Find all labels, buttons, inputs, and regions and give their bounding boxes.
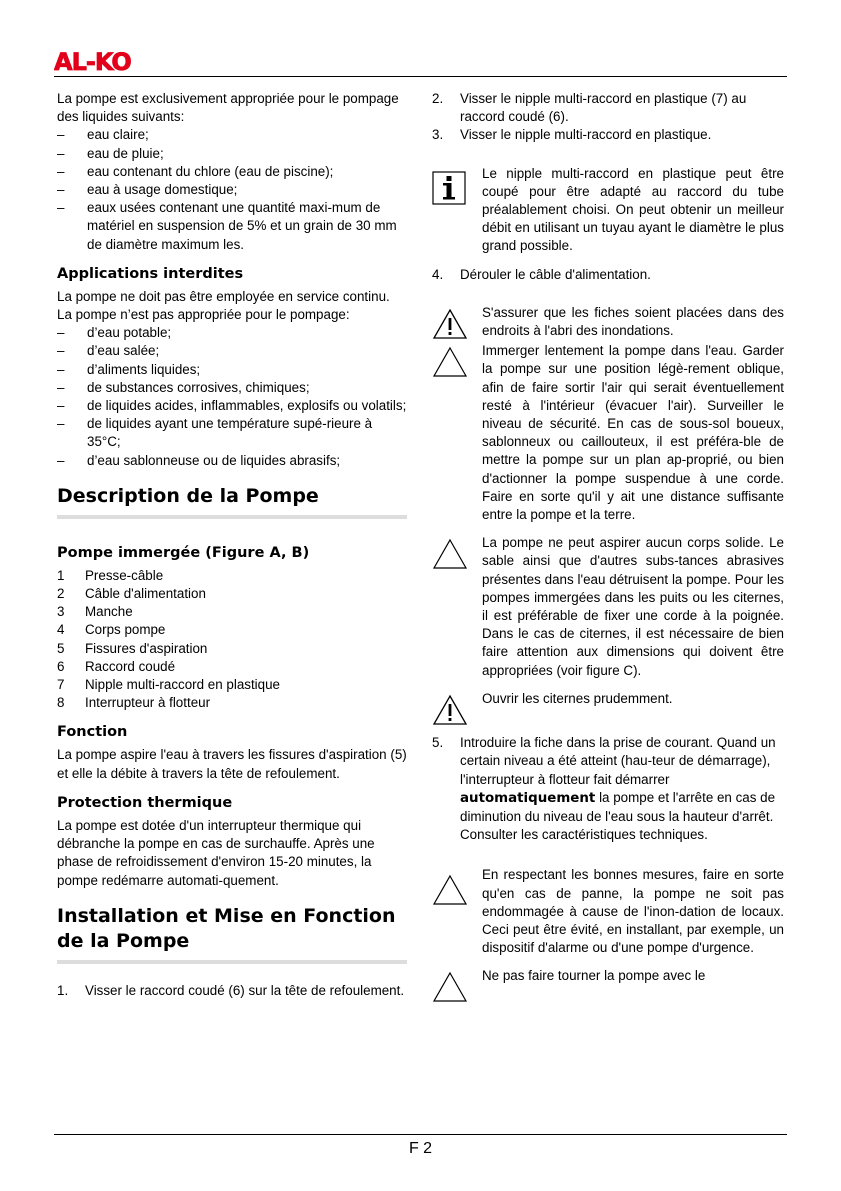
caution-note: Immerger lentement la pompe dans l'eau. Garder la pompe sur une position légè-rement oblique, afin de faire sortir l'air qui serait éventuellement resté à l'intérieur (évacuer l'air). Surveiller le niveau de sécurité. En cas de sous-sol boueux, sablonneux ou caillouteux, il est préféra-ble de mettre la pompe sur un plan ap-proprié, ou bien d'actionner la pompe suspendue à une corde. Faire en sorte qu'il y ait une distance suffisante entre la pompe et la terre. (432, 342, 784, 524)
list-item: – d’aliments liquides; (57, 361, 407, 379)
list-item: 4 Corps pompe (57, 622, 166, 638)
caution-note: La pompe ne peut aspirer aucun corps solide. Le sable ainsi que d'autres subs-tances abrasives présentes dans l'eau détruisent la pompe. Pour les pompes immergées dans les puits ou les citernes, il est préférable de fixer une corde à la poignée. Dans le cas de citernes, il est nécessaire de bien faire attention aux dimensions qui doivent être appropriées (voir figure C). (432, 534, 784, 680)
intro-text: La pompe est exclusivement appropriée pour le pompage des liquides suivants: (57, 91, 399, 125)
forbidden-heading: Applications interdites (57, 265, 244, 282)
list-item: 3 Manche (57, 604, 133, 620)
list-item: – de substances corrosives, chimiques; (57, 379, 407, 397)
warning-icon (432, 694, 468, 726)
warning-note: Ouvrir les citernes prudemment. (432, 690, 784, 708)
list-item: – d’eau sablonneuse ou de liquides abrasifs; (57, 452, 407, 470)
warning-icon (432, 308, 468, 340)
al-ko-logo (54, 48, 154, 74)
caution-triangle-icon (432, 346, 468, 378)
list-item: – eau à usage domestique; (57, 181, 407, 199)
caution-note: Ne pas faire tourner la pompe avec le (432, 967, 784, 985)
list-item: 1 Presse-câble (57, 567, 164, 583)
list-item: – eaux usées contenant une quantité maxi-mum de matériel en suspension de 5% et un grain de 30 mm de diamètre maximum les. (57, 199, 407, 254)
forbidden-list (57, 324, 407, 470)
liquid-list (57, 126, 407, 253)
forbidden-intro: La pompe ne doit pas être employée en service continu. La pompe n’est pas appropriée pour le pompage: (57, 288, 390, 323)
list-item: 7 Nipple multi-raccord en plastique (57, 677, 281, 693)
list-item: – d’eau potable; (57, 324, 407, 342)
list-item: – eau contenant du chlore (eau de piscine); (57, 163, 407, 181)
step-5: 5. Introduire la fiche dans la prise de courant. Quand un certain niveau a été atteint (hau-teur de démarrage), l'interrupteur à flotteur fait démarrer automatiquement la pompe et l'arrête en cas de diminution du niveau de l'eau sous la hauteur d'arrêt. Consulter les caractéristiques techniques. (432, 735, 776, 843)
list-item: 6 Raccord coudé (57, 658, 176, 674)
function-heading: Fonction (57, 724, 128, 741)
info-note: Le nipple multi-raccord en plastique peut être coupé pour être adapté au raccord du tube préalablement choisi. On peut obtenir un meilleur débit en utilisant un tuyau ayant le diamètre le plus grand possible. (432, 165, 784, 256)
step-3: 3. Visser le nipple multi-raccord en plastique. (432, 127, 712, 143)
caution-triangle-icon (432, 971, 468, 1003)
list-item: 8 Interrupteur à flotteur (57, 695, 211, 711)
list-item: 5 Fissures d'aspiration (57, 640, 208, 656)
header-rule (54, 76, 787, 77)
description-heading: Description de la Pompe (57, 484, 407, 519)
step-2: 2. Visser le nipple multi-raccord en plastique (7) au raccord coudé (6). (432, 91, 747, 125)
list-item: 2 Câble d'alimentation (57, 586, 206, 602)
left-column (57, 90, 407, 1000)
thermal-text: La pompe est dotée d'un interrupteur thermique qui débranche la pompe en cas de surchauffe. Après une phase de refroidissement d'environ 15-20 minutes, la pompe redémarre automati-quement. (57, 817, 375, 888)
caution-note: En respectant les bonnes mesures, faire en sorte qu'en cas de panne, la pompe ne soit pas endommagée à cause de l'inon-dation de locaux. Ceci peut être évité, en installant, par exemple, un dispositif d'alarme ou d'une pompe d'urgence. (432, 866, 784, 957)
right-column (432, 90, 784, 986)
step-1: 1. Visser le raccord coudé (6) sur la tête de refoulement. (57, 982, 405, 998)
list-item: – de liquides ayant une température supé-rieure à 35°C; (57, 415, 407, 451)
install-heading: Installation et Mise en Fonction de la Pompe (57, 904, 407, 964)
parts-list (57, 567, 407, 713)
thermal-heading: Protection thermique (57, 794, 233, 811)
caution-triangle-icon (432, 538, 468, 570)
caution-triangle-icon (432, 874, 468, 906)
step-4: 4. Dérouler le câble d'alimentation. (432, 266, 651, 282)
warning-note: S'assurer que les fiches soient placées dans des endroits à l'abri des inondations. (432, 304, 784, 340)
info-icon (432, 171, 466, 205)
function-text: La pompe aspire l'eau à travers les fissures d'aspiration (5) et elle la débite à travers la tête de refoulement. (57, 747, 407, 781)
footer-rule (54, 1134, 787, 1135)
list-item: – d’eau salée; (57, 342, 407, 360)
list-item: – eau claire; (57, 126, 407, 144)
list-item: – de liquides acides, inflammables, explosifs ou volatils; (57, 397, 407, 415)
page-number: F 2 (408, 1140, 433, 1157)
list-item: – eau de pluie; (57, 145, 407, 163)
svg-text:AL-KO: AL-KO (54, 48, 131, 74)
pump-heading: Pompe immergée (Figure A, B) (57, 544, 310, 561)
